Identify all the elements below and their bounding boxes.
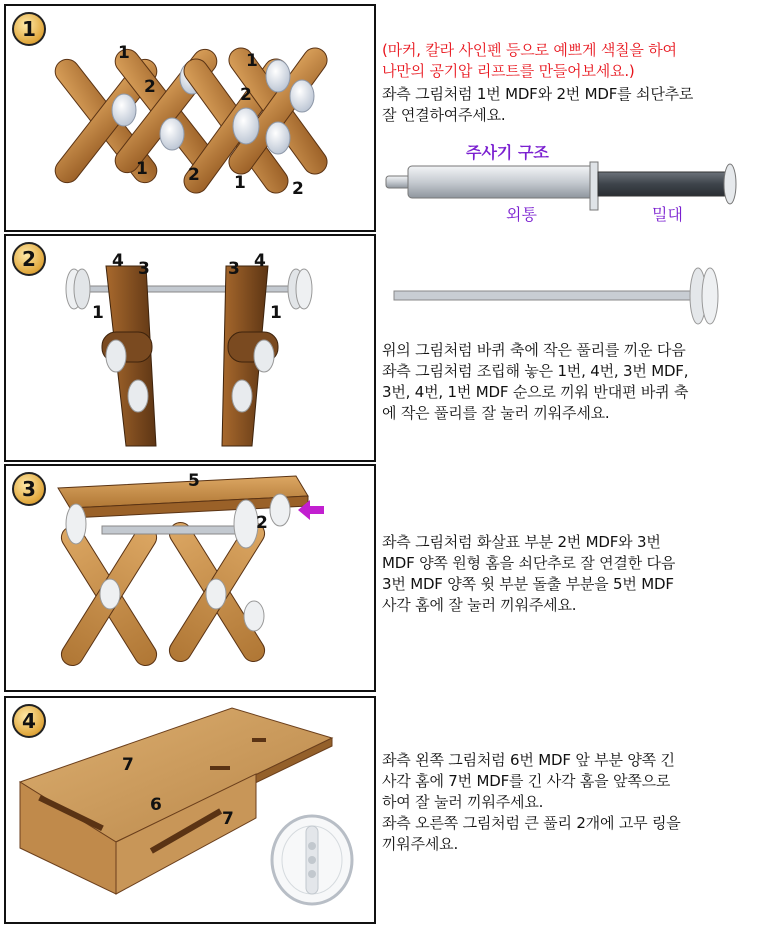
part-label: 7 [122, 755, 134, 775]
part-label: 1 [270, 303, 282, 323]
step-number-badge: 4 [12, 704, 46, 738]
step1-panel [4, 4, 376, 232]
instruction-line: 끼워주세요. [382, 835, 459, 853]
instruction-line: 하여 잘 눌러 끼워주세요. [382, 793, 544, 811]
instruction-line: 사각 홈에 7번 MDF를 긴 사각 홈을 앞쪽으로 [382, 772, 671, 790]
instruction-line: 잘 연결하여주세요. [382, 106, 506, 124]
part-label: 2 [240, 85, 252, 105]
step3-panel [4, 464, 376, 692]
part-label: 2 [256, 513, 268, 533]
instruction-line: 에 작은 풀리를 잘 눌러 끼워주세요. [382, 404, 610, 422]
instruction-line: 위의 그림처럼 바퀴 축에 작은 풀리를 끼운 다음 [382, 341, 686, 359]
part-label: 2 [144, 77, 156, 97]
part-label: 7 [222, 809, 234, 829]
part-label: 1 [246, 51, 258, 71]
part-label: 3 [228, 259, 240, 279]
instruction-line: 사각 홈에 잘 눌러 끼워주세요. [382, 596, 577, 614]
part-label: 4 [112, 251, 124, 271]
instruction-line: 3번, 4번, 1번 MDF 순으로 끼워 반대편 바퀴 축 [382, 383, 689, 401]
step3-instructions [382, 532, 675, 616]
part-label: 2 [292, 179, 304, 199]
top-plate-assembly-illustration [6, 466, 374, 690]
part-label: 6 [150, 795, 162, 815]
instruction-line: MDF 양쪽 원형 홈을 쇠단추로 잘 연결한 다음 [382, 554, 676, 572]
step-number-badge: 3 [12, 472, 46, 506]
step1-instructions [382, 84, 693, 126]
instruction-line: 좌측 왼쪽 그림처럼 6번 MDF 앞 부분 양쪽 긴 [382, 751, 675, 769]
part-label: 1 [92, 303, 104, 323]
coloring-note [382, 40, 677, 82]
instruction-line: 좌측 그림처럼 화살표 부분 2번 MDF와 3번 [382, 533, 661, 551]
instruction-line: 좌측 오른쪽 그림처럼 큰 풀리 2개에 고무 링을 [382, 814, 681, 832]
part-label: 3 [138, 259, 150, 279]
scissor-links-illustration [6, 6, 374, 230]
step2-instructions [382, 340, 688, 424]
instruction-line: 3번 MDF 양쪽 윗 부분 돌출 부분을 5번 MDF [382, 575, 674, 593]
instruction-line: 좌측 그림처럼 조립해 놓은 1번, 4번, 3번 MDF, [382, 362, 689, 380]
step4-instructions [382, 750, 681, 855]
base-plate-illustration [6, 698, 374, 922]
step-number-badge: 1 [12, 12, 46, 46]
part-label: 5 [188, 471, 200, 491]
part-label: 1 [118, 43, 130, 63]
large-pulley-icon [272, 816, 352, 904]
step4-panel [4, 696, 376, 924]
part-label: 4 [254, 251, 266, 271]
syringe-title: 주사기 구조 [466, 143, 549, 162]
part-label: 1 [136, 159, 148, 179]
note-line: 나만의 공기압 리프트를 만들어보세요.) [382, 62, 635, 80]
step2-panel [4, 234, 376, 462]
axle-with-pulley-illustration [392, 258, 742, 338]
note-line: (마커, 칼라 사인펜 등으로 예쁘게 색칠을 하여 [382, 41, 677, 59]
step-number-badge: 2 [12, 242, 46, 276]
part-label: 1 [234, 173, 246, 193]
barrel-label: 외통 [506, 205, 537, 224]
instruction-line: 좌측 그림처럼 1번 MDF와 2번 MDF를 쇠단추로 [382, 85, 694, 103]
link-stack-right [222, 266, 278, 446]
axle-assembly-illustration [6, 236, 374, 460]
plunger-label: 밀대 [652, 205, 683, 224]
syringe-illustration [384, 160, 754, 220]
part-label: 2 [188, 165, 200, 185]
link-stack-left [102, 266, 156, 446]
